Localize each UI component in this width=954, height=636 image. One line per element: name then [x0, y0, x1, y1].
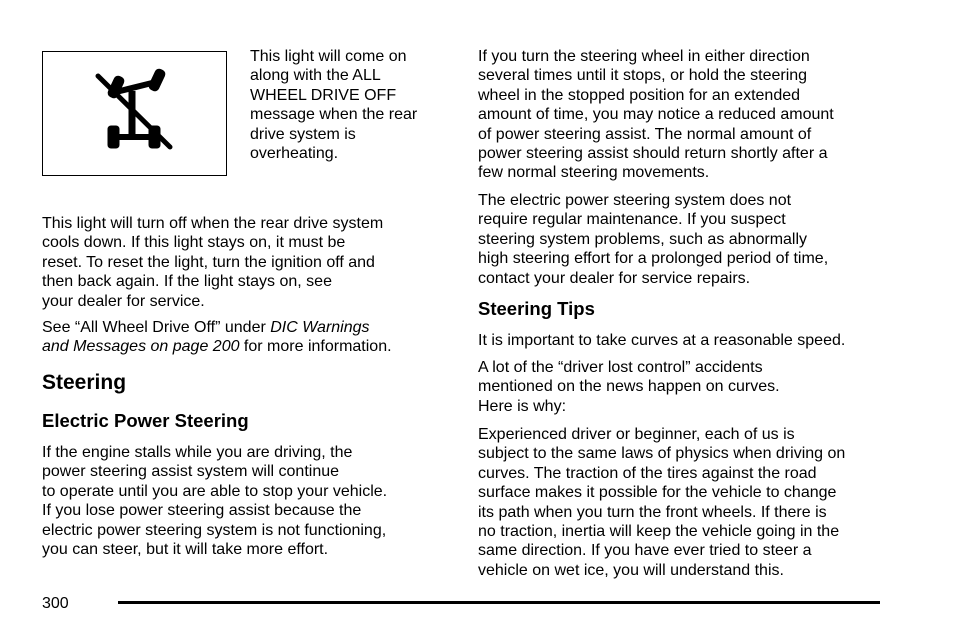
text-line: vehicle on wet ice, you will understand this.: [478, 561, 784, 579]
text-line: cools down. If this light stays on, it must be: [42, 234, 346, 252]
text-line: power steering assist should return shortly after a: [478, 145, 828, 163]
text-line: The electric power steering system does not: [478, 192, 792, 209]
caption-line: This light will come on: [250, 48, 407, 65]
text-line: same direction. If you have ever tried to steer a: [478, 542, 812, 560]
text-line: contact your dealer for service repairs.: [478, 269, 751, 287]
caption-line: overheating.: [250, 145, 339, 163]
text-line: Experienced driver or beginner, each of us is: [478, 426, 795, 443]
ref-link-part2[interactable]: and Messages on page 200: [42, 338, 240, 356]
heading-steering-tips: Steering Tips: [478, 298, 595, 319]
text-line: electric power steering system is not functioning,: [42, 521, 387, 539]
light-reset-paragraph: [42, 214, 383, 311]
text-line: require regular maintenance. If you suspect: [478, 211, 786, 229]
ref-link-part1[interactable]: DIC Warnings: [270, 319, 370, 336]
footer-rule: [118, 601, 880, 604]
text-line: subject to the same laws of physics when driving on: [478, 445, 846, 463]
heading-electric-power-steering: Electric Power Steering: [42, 410, 249, 431]
text-line: If you lose power steering assist because the: [42, 502, 362, 520]
caption-line: WHEEL DRIVE OFF: [250, 86, 397, 104]
physics-paragraph: [478, 425, 845, 580]
awd-off-indicator-box: [42, 51, 227, 176]
text-line: It is important to take curves at a reasonable speed.: [478, 332, 846, 349]
text-line: to operate until you are able to stop your vehicle.: [42, 482, 388, 500]
text-line: surface makes it possible for the vehicle to change: [478, 484, 837, 502]
text-line: [42, 318, 392, 337]
text-line: If the engine stalls while you are driving, the: [42, 444, 353, 461]
text-line: wheel in the stopped position for an extended: [478, 86, 801, 104]
text-line: its path when you turn the front wheels. If there is: [478, 503, 827, 521]
accidents-paragraph: [478, 358, 780, 416]
caption-line: message when the rear: [250, 106, 418, 124]
heading-steering: Steering: [42, 371, 127, 394]
steering-assist-paragraph: [478, 47, 834, 183]
page-number: 300: [42, 595, 69, 612]
maintenance-paragraph: [478, 191, 828, 288]
text-line: your dealer for service.: [42, 292, 205, 310]
all-wheel-drive-off-icon: [42, 51, 227, 176]
ref-suffix: for more information.: [239, 338, 392, 356]
eps-paragraph: [42, 443, 387, 559]
text-line: of power steering assist. The normal amount of: [478, 125, 812, 143]
text-line: several times until it stops, or hold the steering: [478, 67, 808, 85]
icon-caption: [250, 47, 417, 163]
text-line: power steering assist system will continue: [42, 463, 340, 481]
ref-prefix: See “All Wheel Drive Off” under: [42, 319, 271, 336]
text-line: Here is why:: [478, 397, 567, 415]
see-reference-paragraph: [42, 318, 392, 357]
text-line: A lot of the “driver lost control” accidents: [478, 359, 763, 376]
text-line: reset. To reset the light, turn the ignition off and: [42, 253, 375, 271]
text-line: If you turn the steering wheel in either direction: [478, 48, 810, 65]
text-line: then back again. If the light stays on, see: [42, 273, 332, 291]
text-line: no traction, inertia will keep the vehicle going in the: [478, 523, 840, 541]
text-line: amount of time, you may notice a reduced amount: [478, 106, 834, 124]
text-line: few normal steering movements.: [478, 164, 710, 182]
text-line: high steering effort for a prolonged period of time,: [478, 250, 829, 268]
text-line: [42, 337, 392, 356]
text-line: you can steer, but it will take more effort.: [42, 541, 329, 559]
text-line: steering system problems, such as abnormally: [478, 230, 808, 248]
text-line: This light will turn off when the rear drive system: [42, 215, 384, 232]
text-line: curves. The traction of the tires against the road: [478, 464, 817, 482]
caption-line: drive system is: [250, 125, 356, 143]
caption-line: along with the ALL: [250, 67, 381, 85]
text-line: mentioned on the news happen on curves.: [478, 378, 780, 396]
curves-speed-paragraph: [478, 331, 845, 350]
